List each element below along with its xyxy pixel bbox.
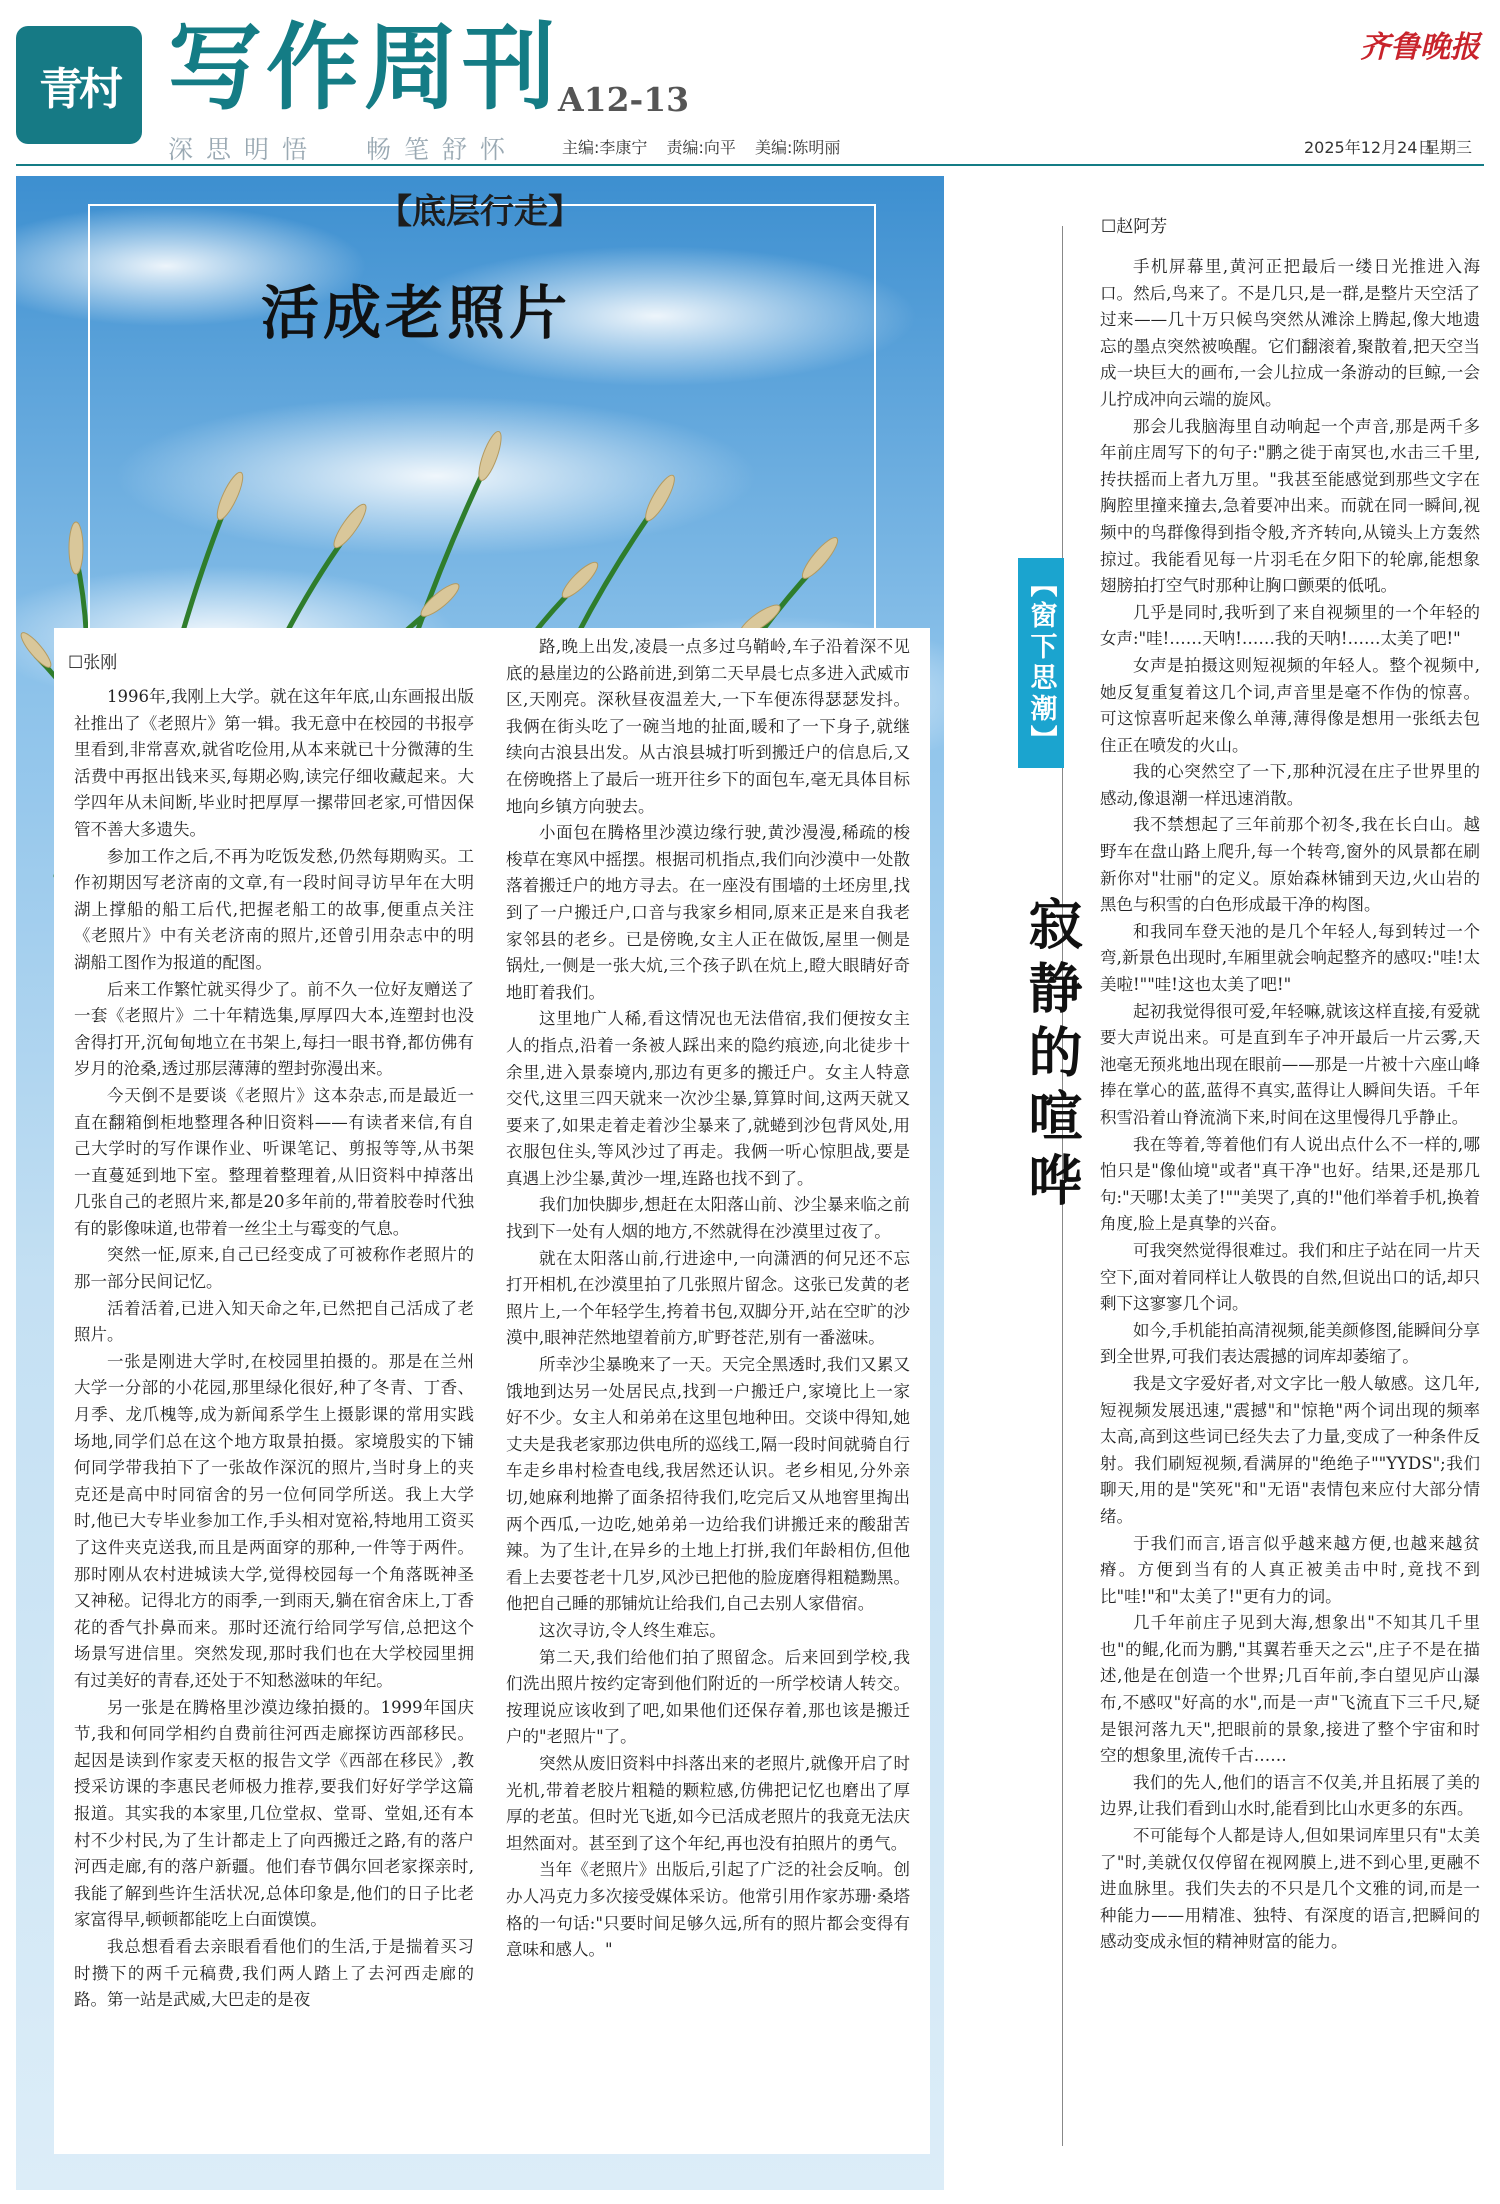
paragraph: 可我突然觉得很难过。我们和庄子站在同一片天空下,面对着同样让人敬畏的自然,但说出口的话,却只剩下这寥寥几个词。 bbox=[1100, 1240, 1480, 1314]
article-headline: 寂静的喧哗 bbox=[1020, 896, 1084, 1216]
editor-credits: 主编:李康宁 责编:向平 美编:陈明丽 bbox=[562, 138, 841, 157]
paragraph: 起初我觉得很可爱,年轻嘛,就该这样直接,有爱就要大声说出来。可是直到车子冲开最后一片云雾,天池毫无预兆地出现在眼前——那是一片被十六座山峰捧在掌心的蓝,蓝得不真实,蓝得让人瞬间失语。千年积雪沿着山脊流淌下来,时间在这里慢得几乎静止。 bbox=[1100, 1001, 1480, 1127]
paragraph: 后来工作繁忙就买得少了。前不久一位好友赠送了一套《老照片》二十年精选集,厚厚四大本,连塑封也没舍得打开,沉甸甸地立在书架上,每扫一眼书脊,都仿佛有岁月的沧桑,透过那层薄薄的塑封弥漫出来。 bbox=[74, 979, 474, 1079]
paragraph: 我在等着,等着他们有人说出点什么不一样的,哪怕只是"像仙境"或者"真干净"也好。结果,还是那几句:"天哪!太美了!""美哭了,真的!"他们举着手机,换着角度,脸上是真挚的兴奋。 bbox=[1100, 1134, 1480, 1234]
section-title: 写作周刊 bbox=[168, 13, 561, 123]
paragraph: 另一张是在腾格里沙漠边缘拍摄的。1999年国庆节,我和何同学相约自费前往河西走廊探访西部移民。起因是读到作家麦天枢的报告文学《西部在移民》,教授采访课的李惠民老师极力推荐,要我们好好学学这篇报道。其实我的本家里,几位堂叔、堂哥、堂姐,还有本村不少村民,为了生计都走上了向西搬迁之路,有的落户河西走廊,有的落户新疆。他们春节偶尔回老家探亲时,我能了解到些许生活状况,总体印象是,他们的日子比老家富得早,顿顿都能吃上白面馍馍。 bbox=[74, 1697, 474, 1930]
paragraph: 我们加快脚步,想赶在太阳落山前、沙尘暴来临之前找到下一处有人烟的地方,不然就得在沙漠里过夜了。 bbox=[506, 1195, 910, 1242]
page-code: A12-13 bbox=[558, 80, 690, 119]
paragraph: 参加工作之后,不再为吃饭发愁,仍然每期购买。工作初期因写老济南的文章,有一段时间寻访早年在大明湖上撑船的船工后代,把握老船工的故事,便重点关注《老照片》中有关老济南的照片,还曾引用杂志中的明湖船工图作为报道的配图。 bbox=[74, 846, 474, 972]
paragraph: 突然从废旧资料中抖落出来的老照片,就像开启了时光机,带着老胶片粗糙的颗粒感,仿佛把记忆也磨出了厚厚的老茧。但时光飞逝,如今已活成老照片的我竟无法庆坦然面对。甚至到了这个年纪,再也没有拍照片的勇气。 bbox=[506, 1753, 910, 1853]
logo-text: 青村 bbox=[39, 64, 119, 115]
publication-weekday: 星期三 bbox=[1424, 138, 1473, 157]
paragraph: 突然一怔,原来,自己已经变成了可被称作老照片的那一部分民间记忆。 bbox=[74, 1245, 474, 1292]
paragraph: 路,晚上出发,凌晨一点多过乌鞘岭,车子沿着深不见底的悬崖边的公路前进,到第二天早晨七点多进入武威市区,天刚亮。深秋昼夜温差大,一下车便冻得瑟瑟发抖。我俩在街头吃了一碗当地的扯面,暖和了一下身子,就继续向古浪县出发。从古浪县城打听到搬迁户的信息后,又在傍晚搭上了最后一班开往乡下的面包车,毫无具体目标地向乡镇方向驶去。 bbox=[506, 637, 910, 816]
paragraph: 小面包在腾格里沙漠边缘行驶,黄沙漫漫,稀疏的梭梭草在寒风中摇摆。根据司机指点,我们向沙漠中一处散落着搬迁户的地方寻去。在一座没有围墙的土坯房里,找到了一户搬迁户,口音与我家乡相同,原来正是来自我老家邻县的老乡。已是傍晚,女主人正在做饭,屋里一侧是锅灶,一侧是一张大炕,三个孩子趴在炕上,瞪大眼睛好奇地盯着我们。 bbox=[506, 823, 910, 1002]
paragraph: 我的心突然空了一下,那种沉浸在庄子世界里的感动,像退潮一样迅速消散。 bbox=[1100, 762, 1480, 808]
paragraph: 当年《老照片》出版后,引起了广泛的社会反响。创办人冯克力多次接受媒体采访。他常引用作家苏珊·桑塔格的一句话:"只要时间足够久远,所有的照片都会变得有意味和感人。" bbox=[506, 1860, 910, 1960]
slogan-right: 畅笔舒怀 bbox=[366, 135, 519, 164]
publication-date: 2025年12月24日 bbox=[1304, 138, 1434, 157]
paragraph: 那会儿我脑海里自动响起一个声音,那是两千多年前庄周写下的句子:"鹏之徙于南冥也,水击三千里,抟扶摇而上者九万里。"我甚至能感觉到那些文字在胸腔里撞来撞去,急着要冲出来。而就在同一瞬间,视频中的鸟群像得到指令般,齐齐转向,从镜头上方轰然掠过。我能看见每一片羽毛在夕阳下的轮廓,能想象翅膀拍打空气时那种让胸口颤栗的低吼。 bbox=[1100, 416, 1480, 596]
paragraph: 我们的先人,他们的语言不仅美,并且拓展了美的边界,让我们看到山水时,能看到比山水更多的东西。 bbox=[1100, 1772, 1480, 1819]
paragraph: 手机屏幕里,黄河正把最后一缕日光推进入海口。然后,鸟来了。不是几只,是一群,是整片天空活了过来——几十万只候鸟突然从滩涂上腾起,像大地遗忘的墨点突然被唤醒。它们翻滚着,聚散着,把天空当成一块巨大的画布,一会儿拉成一条游动的巨鲸,一会儿拧成冲向云端的旋风。 bbox=[1100, 257, 1480, 409]
paragraph: 如今,手机能拍高清视频,能美颜修图,能瞬间分享到全世界,可我们表达震撼的词库却萎缩了。 bbox=[1100, 1320, 1480, 1367]
paragraph: 不可能每个人都是诗人,但如果词库里只有"太美了"时,美就仅仅停留在视网膜上,进不到心里,更融不进血脉里。我们失去的不只是几个文雅的词,而是一种能力——用精准、独特、有深度的语言,把瞬间的感动变成永恒的精神财富的能力。 bbox=[1100, 1826, 1480, 1952]
article-byline: ☐赵阿芳 bbox=[1101, 217, 1168, 237]
paragraph: 所幸沙尘暴晚来了一天。天完全黑透时,我们又累又饿地到达另一处居民点,找到一户搬迁户,家境比上一家好不少。女主人和弟弟在这里包地种田。交谈中得知,她丈夫是我老家那边供电所的巡线工,隔一段时间就骑自行车走乡串村检查电线,我居然还认识。老乡相见,分外亲切,她麻利地擀了面条招待我们,吃完后又从地窖里掏出两个西瓜,一边吃,她弟弟一边给我们讲搬迁来的酸甜苦辣。为了生计,在异乡的土地上打拼,我们年龄相仿,但他看上去要苍老十几岁,风沙已把他的脸庞磨得粗糙黝黑。他把自己睡的那铺炕让给我们,自己去别人家借宿。 bbox=[506, 1355, 910, 1614]
paragraph: 和我同车登天池的是几个年轻人,每到转过一个弯,新景色出现时,车厢里就会响起整齐的感叹:"哇!太美啦!""哇!这也太美了吧!" bbox=[1100, 921, 1480, 995]
paragraph: 活着活着,已进入知天命之年,已然把自己活成了老照片。 bbox=[74, 1298, 474, 1345]
paragraph: 我不禁想起了三年前那个初冬,我在长白山。越野车在盘山路上爬升,每一个转弯,窗外的风景都在刷新你对"壮丽"的定义。原始森林铺到天边,火山岩的黑色与积雪的白色形成最干净的构图。 bbox=[1100, 815, 1480, 915]
paragraph: 几千年前庄子见到大海,想象出"不知其几千里也"的鲲,化而为鹏,"其翼若垂天之云",庄子不是在描述,他是在创造一个世界;几百年前,李白望见庐山瀑布,不感叹"好高的水",而是一声"飞流直下三千尺,疑是银河落九天",把眼前的景象,接进了整个宇宙和时空的想象里,流传千古…… bbox=[1100, 1613, 1480, 1766]
article-text-panel bbox=[54, 628, 930, 2154]
article-body bbox=[1100, 254, 1480, 1956]
paragraph: 第二天,我们给他们拍了照留念。后来回到学校,我们洗出照片按约定寄到他们附近的一所学校请人转交。按理说应该收到了吧,如果他们还保存着,那也该是搬迁户的"老照片"了。 bbox=[506, 1647, 910, 1747]
paragraph: 今天倒不是要谈《老照片》这本杂志,而是最近一直在翻箱倒柜地整理各种旧资料——有读者来信,有自己大学时的写作课作业、听课笔记、剪报等等,从书架一直蔓延到地下室。整理着整理着,从旧资料中掉落出几张自己的老照片来,都是20多年前的,带着胶卷时代独有的影像味道,也带着一丝尘土与霉变的气息。 bbox=[74, 1085, 474, 1238]
column-tag: 【底层行走】 bbox=[378, 192, 582, 232]
paragraph: 这次寻访,令人终生难忘。 bbox=[539, 1620, 726, 1640]
article-byline: ☐张刚 bbox=[68, 653, 118, 673]
article-headline: 活成老照片 bbox=[260, 279, 571, 347]
article-column-1 bbox=[74, 684, 474, 2014]
column-tag-box bbox=[1018, 558, 1064, 768]
column-tag: 【窗下思潮】 bbox=[1025, 570, 1057, 756]
paragraph: 于我们而言,语言似乎越来越方便,也越来越贫瘠。方便到当有的人真正被美击中时,竟找不到比"哇!"和"太美了!"更有力的词。 bbox=[1100, 1533, 1480, 1606]
paragraph: 我总想看看去亲眼看看他们的生活,于是揣着买习时攒下的两千元稿费,我们两人踏上了去河西走廊的路。第一站是武威,大巴走的是夜 bbox=[74, 1936, 474, 2010]
paragraph: 就在太阳落山前,行进途中,一向潇洒的何兄还不忘打开相机,在沙漠里拍了几张照片留念。这张已发黄的老照片上,一个年轻学生,挎着书包,双脚分开,站在空旷的沙漠中,眼神茫然地望着前方,旷野苍茫,别有一番滋味。 bbox=[506, 1248, 910, 1348]
paragraph: 这里地广人稀,看这情况也无法借宿,我们便按女主人的指点,沿着一条被人踩出来的隐约痕迹,向北徒步十余里,进入景泰境内,那边有更多的搬迁户。女主人特意交代,这里三四天就来一次沙尘暴,算算时间,这两天就又要来了,如果走着走着沙尘暴来了,就蜷到沙包背风处,用衣服包住头,等风沙过了再走。我俩一听心惊胆战,要是真遇上沙尘暴,黄沙一埋,连路也找不到了。 bbox=[506, 1009, 910, 1188]
article-column-2 bbox=[506, 634, 910, 1964]
masthead-rule bbox=[16, 164, 1484, 166]
paragraph: 我是文字爱好者,对文字比一般人敏感。这几年,短视频发展迅速,"震撼"和"惊艳"两个词出现的频率太高,高到这些词已经失去了力量,变成了一种条件反射。我们刷短视频,看满屏的"绝绝子""YYDS";我们聊天,用的是"笑死"和"无语"表情包来应付大部分情绪。 bbox=[1100, 1373, 1480, 1526]
newspaper-logo: 齐鲁晚报 bbox=[1360, 30, 1480, 65]
paragraph: 一张是刚进大学时,在校园里拍摄的。那是在兰州大学一分部的小花园,那里绿化很好,种了冬青、丁香、月季、龙爪槐等,成为新闻系学生上摄影课的常用实践场地,同学们总在这个地方取景拍摄。家境殷实的下铺何同学带我拍下了一张故作深沉的照片,当时身上的夹克还是高中时同宿舍的另一位何同学所送。我上大学时,他已大专毕业参加工作,手头相对宽裕,特地用工资买了这件夹克送我,而且是两面穿的那种,一件等于两件。那时刚从农村进城读大学,觉得校园每一个角落既神圣又神秘。记得北方的雨季,一到雨天,躺在宿舍床上,丁香花的香气扑鼻而来。那时还流行给同学写信,总把这个场景写进信里。突然发现,那时我们也在大学校园里拥有过美好的青春,还处于不知愁滋味的年纪。 bbox=[74, 1351, 474, 1690]
paragraph: 女声是拍摄这则短视频的年轻人。整个视频中,她反复重复着这几个词,声音里是毫不作伪的惊喜。可这惊喜听起来像么单薄,薄得像是想用一张纸去包住正在喷发的火山。 bbox=[1100, 655, 1480, 755]
brand-logo bbox=[16, 26, 142, 144]
article-left bbox=[16, 176, 944, 2190]
slogan-left: 深思明悟 bbox=[168, 135, 321, 164]
paragraph: 几乎是同时,我听到了来自视频里的一个年轻的女声:"哇!……天呐!……我的天呐!……太美了吧!" bbox=[1100, 602, 1480, 649]
paragraph: 1996年,我刚上大学。就在这年年底,山东画报出版社推出了《老照片》第一辑。我无意中在校园的书报亭里看到,非常喜欢,就省吃俭用,从本来就已十分微薄的生活费中再抠出钱来买,每期必购,读完仔细收藏起来。大学四年从未间断,毕业时把厚厚一摞带回老家,可惜因保管不善大多遗失。 bbox=[74, 687, 474, 839]
